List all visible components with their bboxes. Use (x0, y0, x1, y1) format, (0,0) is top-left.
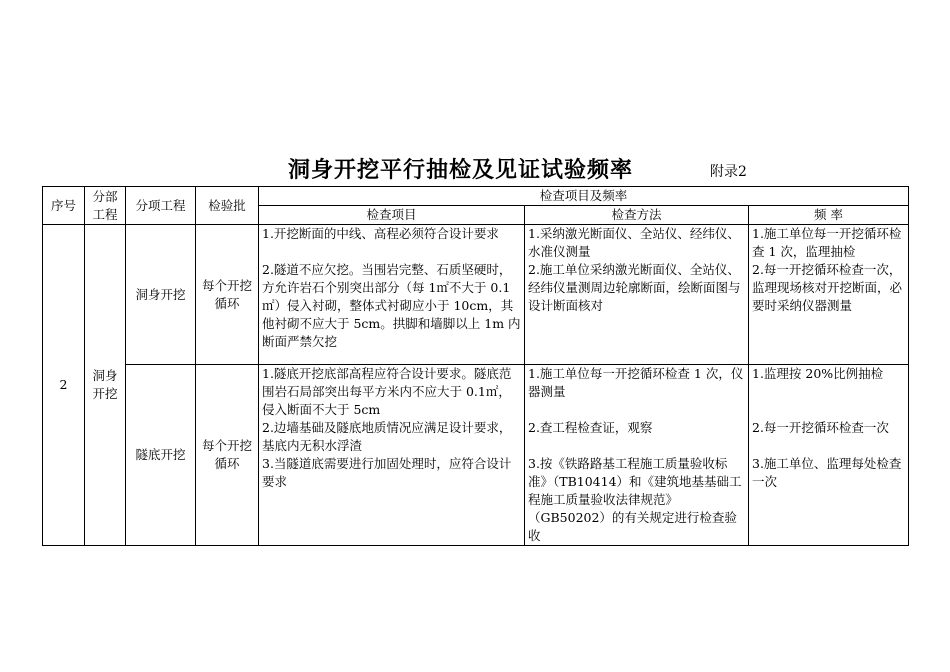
freq-text: 1.施工单位每一开挖循环检查 1 次，监理抽检 (752, 226, 902, 259)
method-cell (525, 365, 749, 546)
freq-text: 3.施工单位、监理每处检查一次 (752, 456, 902, 489)
inspection-table (42, 186, 909, 546)
header-freq: 频 率 (749, 206, 909, 225)
freq-text: 2.每一开挖循环检查一次 (752, 420, 889, 435)
freq-text: 2.每一开挖循环检查一次，监理现场核对开挖断面，必要时采纳仪器测量 (752, 262, 903, 313)
method-text: 3.按《铁路路基工程施工质量验收标准》（TB10414）和《建筑地基基础工程施工质量验收法律规范》（GB50202）的有关规定进行检查验收 (528, 456, 742, 543)
header-division: 分部工程 (85, 187, 126, 225)
header-item: 检查项目 (259, 206, 525, 225)
method-text: 2.施工单位采纳激光断面仪、全站仪、经纬仪量测周边轮廓断面，绘断面图与设计断面核对 (528, 262, 741, 313)
item-text: 1.隧底开挖底部高程应符合设计要求。隧底范围岩石局部突出每平方米内不应大于 0.1㎡，侵入断面不大于 5cm (262, 366, 512, 417)
header-subitem: 分项工程 (126, 187, 196, 225)
method-text: 2.查工程检查证，观察 (528, 420, 653, 435)
header-method: 检查方法 (525, 206, 749, 225)
item-cell (259, 365, 525, 546)
header-batch: 检验批 (196, 187, 259, 225)
method-text: 1.采纳激光断面仪、全站仪、经纬仪、水准仪测量 (528, 226, 740, 259)
subitem-name: 洞身开挖 (126, 225, 196, 365)
freq-cell (749, 225, 909, 365)
item-text: 1.开挖断面的中线、高程必须符合设计要求 (262, 226, 499, 241)
freq-cell (749, 365, 909, 546)
method-text: 1.施工单位每一开挖循环检查 1 次，仪器测量 (528, 366, 744, 399)
item-text: 2.隧道不应欠挖。当围岩完整、石质坚硬时，方允许岩石个别突出部分（每 1㎡不大于 0.1㎡）侵入衬砌，整体式衬砌应小于 10cm，其他衬砌不应大于 5cm。拱脚和墙脚以上 1m 内断面严禁欠挖 (262, 262, 521, 349)
subitem-name: 隧底开挖 (126, 365, 196, 546)
method-cell (525, 225, 749, 365)
row-seq: 2 (43, 225, 85, 546)
header-seq: 序号 (43, 187, 85, 225)
table-row (43, 365, 909, 546)
batch-cell: 每个开挖循环 (196, 365, 259, 546)
row-division: 洞身开挖 (85, 225, 126, 546)
item-cell (259, 225, 525, 365)
header-group: 检查项目及频率 (259, 187, 909, 206)
freq-text: 1.监理按 20%比例抽检 (752, 366, 884, 381)
table-row (43, 225, 909, 365)
batch-cell: 每个开挖循环 (196, 225, 259, 365)
item-text: 2.边墙基础及隧底地质情况应满足设计要求，基底内无积水浮渣 (262, 420, 512, 453)
item-text: 3.当隧道底需要进行加固处理时，应符合设计要求 (262, 456, 512, 489)
appendix-label: 附录2 (710, 164, 747, 180)
document-title: 洞身开挖平行抽检及见证试验频率 (288, 157, 634, 183)
